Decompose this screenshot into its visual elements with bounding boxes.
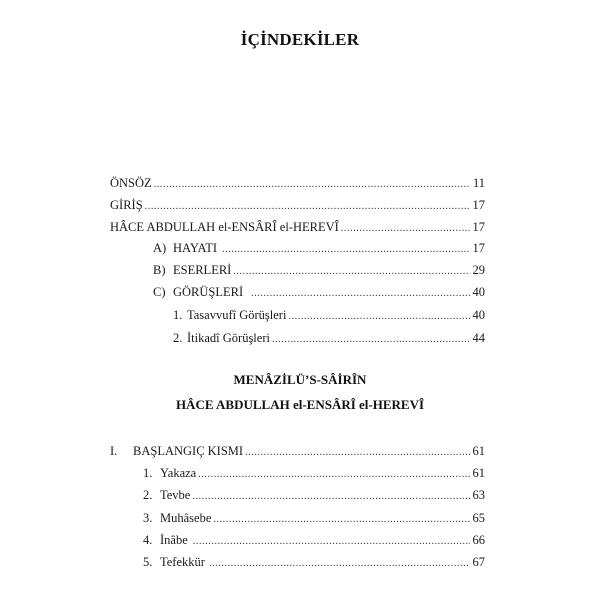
- toc-entry-page: 40: [472, 285, 485, 299]
- toc-entry-page: 17: [472, 220, 485, 234]
- toc-entry-yakaza[interactable]: [143, 465, 485, 481]
- dot-leader: [198, 467, 469, 483]
- toc-entry-label: BAŞLANGIÇ KISMI: [133, 444, 244, 458]
- toc-entry-page: 40: [472, 308, 485, 322]
- dot-leader: [145, 199, 470, 215]
- toc-entry-onsoz[interactable]: [110, 175, 485, 191]
- toc-entry-muhasebe[interactable]: [143, 510, 485, 526]
- page-title: İÇİNDEKİLER: [240, 30, 360, 49]
- toc-entry-label: ÖNSÖZ: [110, 176, 152, 190]
- toc-entry-eserleri[interactable]: [153, 262, 485, 278]
- toc-entry-number: B): [153, 263, 166, 277]
- toc-entry-label: Tasavvufî Görüşleri: [187, 308, 287, 322]
- toc-entry-number: I.: [110, 444, 118, 458]
- toc-entry-label: HAYATI: [173, 241, 217, 255]
- toc-entry-hace[interactable]: [110, 219, 485, 235]
- dot-leader: [272, 332, 470, 348]
- toc-entry-label: GİRİŞ: [110, 198, 143, 212]
- toc-entry-label: HÂCE ABDULLAH el-ENSÂRÎ el-HEREVÎ: [110, 220, 339, 234]
- toc-entry-label: İnâbe: [160, 533, 188, 547]
- toc-entry-number: 1.: [173, 308, 183, 322]
- toc-entry-tevbe[interactable]: [143, 487, 485, 503]
- toc-entry-page: 29: [472, 263, 485, 277]
- section-heading-author: HÂCE ABDULLAH el-ENSÂRÎ el-HEREVÎ: [175, 397, 425, 412]
- toc-entry-number: 4.: [143, 533, 153, 547]
- dot-leader: [209, 556, 470, 572]
- toc-entry-page: 65: [472, 511, 485, 525]
- dot-leader: [213, 512, 469, 528]
- toc-entry-number: 3.: [143, 511, 153, 525]
- toc-entry-giris[interactable]: [110, 197, 485, 213]
- toc-entry-label: Tefekkür: [160, 555, 205, 569]
- toc-entry-label: İtikadî Görüşleri: [187, 331, 270, 345]
- toc-entry-tefekkur[interactable]: [143, 554, 485, 570]
- toc-entry-inabe[interactable]: [143, 532, 485, 548]
- toc-entry-page: 61: [472, 466, 485, 480]
- toc-entry-itikadi[interactable]: [173, 330, 485, 346]
- dot-leader: [233, 264, 469, 280]
- toc-entry-label: Muhâsebe: [160, 511, 212, 525]
- toc-entry-page: 67: [472, 555, 485, 569]
- toc-entry-label: GÖRÜŞLERİ: [173, 285, 244, 299]
- toc-entry-page: 17: [472, 198, 485, 212]
- toc-entry-label: Yakaza: [160, 466, 197, 480]
- toc-entry-label: ESERLERİ: [173, 263, 232, 277]
- toc-entry-page: 63: [472, 488, 485, 502]
- section-heading-title: MENÂZİLÜ’S-SÂİRÎN: [233, 372, 367, 387]
- toc-entry-gorusleri[interactable]: [153, 284, 485, 300]
- dot-leader: [193, 534, 470, 550]
- dot-leader: [288, 309, 469, 325]
- toc-entry-page: 11: [472, 176, 485, 190]
- toc-entry-number: A): [153, 241, 167, 255]
- toc-entry-baslangic[interactable]: [110, 443, 485, 459]
- toc-entry-number: 1.: [143, 466, 153, 480]
- dot-leader: [251, 286, 469, 302]
- toc-entry-number: 2.: [143, 488, 153, 502]
- dot-leader: [341, 221, 470, 237]
- toc-entry-number: 2.: [173, 331, 183, 345]
- toc-entry-page: 61: [472, 444, 485, 458]
- toc-entry-label: Tevbe: [160, 488, 191, 502]
- toc-entry-page: 17: [472, 241, 485, 255]
- toc-entry-page: 44: [472, 331, 485, 345]
- toc-entry-tasavvufi[interactable]: [173, 307, 485, 323]
- dot-leader: [192, 489, 469, 505]
- dot-leader: [154, 177, 470, 193]
- dot-leader: [245, 445, 469, 461]
- toc-entry-number: C): [153, 285, 166, 299]
- toc-entry-hayati[interactable]: [153, 240, 485, 256]
- toc-entry-page: 66: [472, 533, 485, 547]
- toc-entry-number: 5.: [143, 555, 153, 569]
- dot-leader: [222, 242, 470, 258]
